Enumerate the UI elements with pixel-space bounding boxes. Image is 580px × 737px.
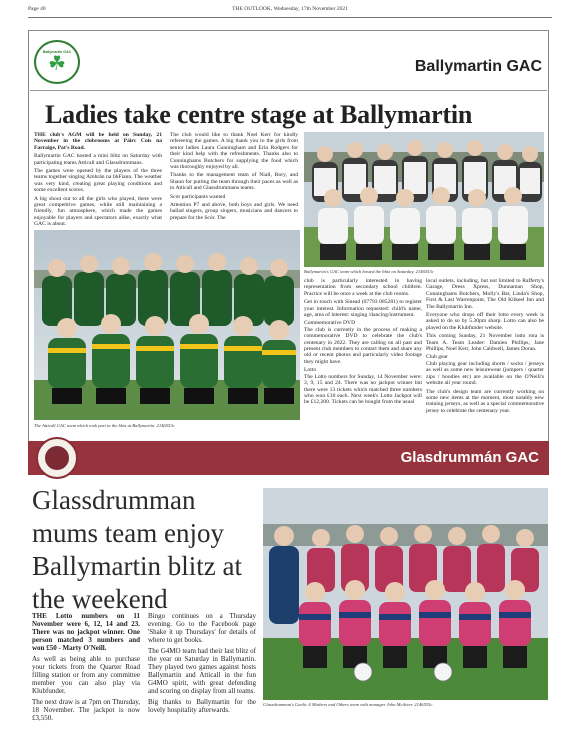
glasdrumman-headline: Glassdrumman mums team enjoy Ballymartin blitz at the weekend [32,485,242,614]
glasdrumman-column-1: THE Lotto numbers on 11 November were 6, 12, 14 and 23. There was no jackpot winner. One person matched 3 numbers and won £50 - Marty O'Neill. As well as being able to purchase your tickets from the Quarter Road filling station or from any committee member you can also play via Klubfunder. The next draw is at 7pm on Thursday, 18 November. The jackpot is now £3,550. [32,612,140,722]
glasdrumman-crest-logo [36,437,78,479]
glasdrumman-banner [28,441,549,475]
publication-line: THE OUTLOOK, Wednesday, 17th November 2021 [232,6,348,12]
glasdrumman-section-title: Glasdrummán GAC [400,449,539,466]
ballymartin-team-photo [304,132,544,267]
ballymartin-section-title: Ballymartin GAC [414,58,542,75]
subhead-lotto: Lotto [304,367,317,374]
glasdrumman-column-2: Bingo continues on a Thursday evening. Go to the Facebook page 'Shake it up Thursdays' for details of where to get books. The G4MO team had their last blitz of the year on Saturday in Ballymartin. They played two games against hosts Ballymartin and Atticall in the fun G4MO spirit, with great defending and scoring on display from all teams. Big thanks to Ballymartin for the lovely hospitality afterwards. [148,612,256,714]
ballymartin-column-3: club is particularly interested in having representation from secondary school children. Practice will be once a week at the club rooms. Get in touch with Sinead (07793 085281) to register your interest. Information requested: child's name, age, area of interest: singing /dancing/instrument. Commemorative DVD The club is currently in the process of making a commemorative DVD to celebrate the club's centenary in 2022. They are calling on all past and present club members to contact them and share any old or recent photos and particularly video footage they might have. Lotto The Lotto numbers for Sunday, 14 November were: 3, 9, 15 and 24. There was no jackpot winner but there were 13 tickets which matched three numbers who won £10 each. Next week's Lotto Jackpot will be £12,200. Tickets can be bought from the usual [304,278,422,406]
ballymartin-column-4: local outlets, including, but not limited to Rafferty's Garage, Dress Xpress, Dunnaman Shop, Cunninghams Butchers, Molly's Bar, Linda's Shop, First & Last Warrenpoint, The Old Kilkeel Inn and The Ballymartin Inn. Everyone who drops off their lotto every week is asked to do so by 5.30pm sharp. Lotto can also be played on the Klubfunder website. This coming Sunday, 21 November lotto rota is Team A. Team Leader: Damien Phillips, Jane Phillips, Noel Kerr, John Caldwell, James Doran. Club gear Club playing gear including shorts / socks / jerseys as well as some new leisurewear (jumpers / quarter zips / hoodies etc) are available on the O'Neill's website all year round. The club's design team are currently working on some new items at the moment, most notably new training jerseys, as well as a special commemorative jersey to celebrate the centenary year. [426,278,544,414]
subhead-club-gear: Club gear [426,354,448,361]
page-header [28,6,552,18]
shamrock-icon: ☘ [48,53,66,75]
subhead-dvd: Commemorative DVD [304,320,356,327]
ballymartin-headline: Ladies take centre stage at Ballymartin [45,100,473,129]
page-number: Page 40 [28,6,46,12]
glasdrumman-photo-caption: Glassdrumman's Gaelic 4 Mothers and Others team with manager John McAteer. 2146555c [263,702,433,707]
atticall-photo-caption: The Atticall GAC team which took part in the blitz at Ballymartin. 2146553c [34,423,175,428]
ballymartin-column-2: The club would like to thank Noel Kerr for kindly refereeing the games. A big thank you to the girls from senior ladies Laura Cunningham and Erin Rodgers for their kind help with the refreshments. Thanks also to Cunninghams Butchers for supplying the food which was thoroughly enjoyed by all. Thanks to the management team of Niall, Rory, and Shaun for putting the team through their paces as well as to Atticall and Glassdrummans teams. Scor participants wanted Attention P7 and above, both boys and girls. We need ballad singers, group singers, musicians and dancers to prepare for the Scór. The [170,132,298,221]
crest-ring-text: Ballymartin GAC [42,50,72,54]
ballymartin-column-1: THE club's AGM will be held on Sunday, 21 November in the clubrooms at Páirc Cois na Farraige, Pat's Road. Ballymartin GAC hosted a mini blitz on Saturday with participating teams Atticall and Glassdrummans. The games were opened by the players of the three teams together singing Amhrán na bhFiann. The weather was very kind, creating great playing conditions and some excellent scores. A big shout out to all the girls who played, there were great competitive games, while still maintaining a friendly, fun atmosphere, which made the games enjoyable for players and spectators alike, exactly what GAC is about. [34,132,162,228]
atticall-team-photo [34,230,300,420]
ballymartin-crest-logo [34,40,80,84]
ballymartin-photo-caption: Ballymartin's GAC team which hosted the blitz on Saturday. 2146553c [304,269,434,274]
glasdrumman-team-photo [263,488,548,700]
